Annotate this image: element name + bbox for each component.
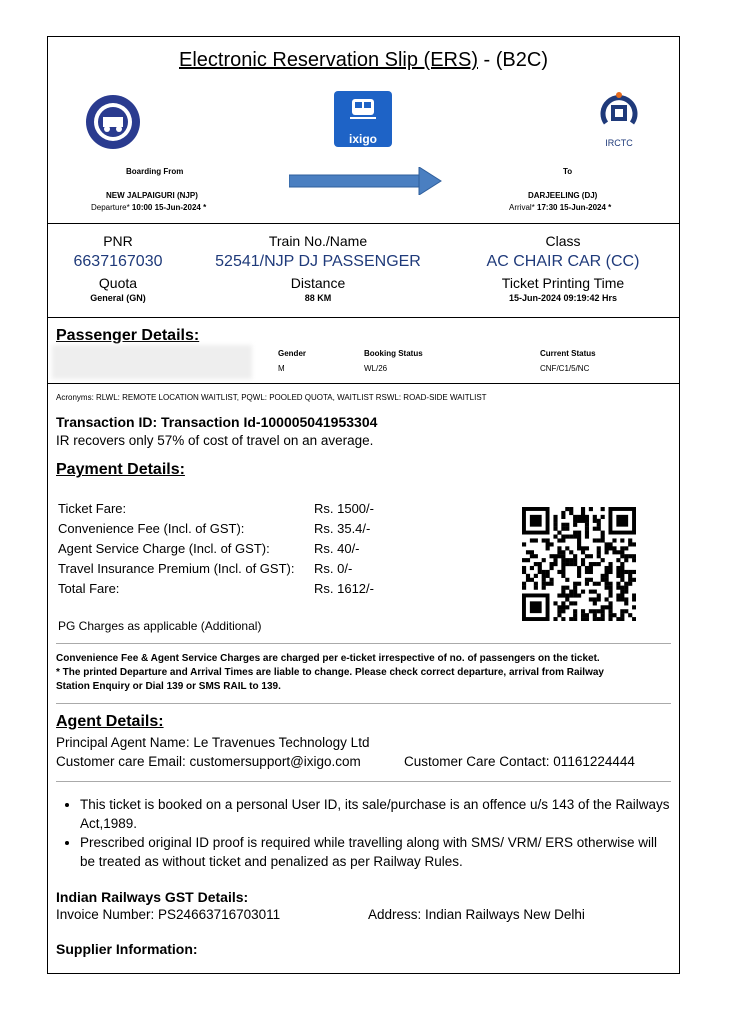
booking-status-value: WL/26	[364, 364, 388, 373]
class-label: Class	[545, 233, 581, 249]
notes-list	[50, 795, 672, 871]
arrival-line	[509, 203, 611, 212]
pnr-value: 6637167030	[73, 253, 163, 270]
document-title	[48, 49, 679, 72]
recovery-note: IR recovers only 57% of cost of travel on an average.	[56, 433, 374, 448]
transaction-id: Transaction ID: Transaction Id-100005041953304	[56, 414, 378, 430]
print-time-value: 15-Jun-2024 09:19:42 Hrs	[508, 293, 618, 303]
booking-status-label: Booking Status	[364, 349, 423, 358]
departure-time: 10:00 15-Jun-2024 *	[131, 203, 207, 212]
notice-block	[56, 652, 676, 694]
train-icon	[334, 91, 392, 125]
fare-value: Rs. 0/-	[314, 561, 353, 576]
ixigo-logo	[334, 91, 392, 147]
departure-line	[91, 203, 206, 212]
divider	[56, 703, 671, 704]
ixigo-label: ixigo	[348, 132, 377, 146]
class-value: AC CHAIR CAR (CC)	[486, 253, 640, 270]
divider	[48, 317, 679, 318]
distance-label: Distance	[290, 275, 346, 291]
fare-label: Agent Service Charge (Incl. of GST):	[58, 541, 270, 556]
fare-value: Rs. 1612/-	[314, 581, 374, 596]
gender-value: M	[278, 364, 285, 373]
note-item: • Prescribed original ID proof is required while travelling along with SMS/ VRM/ ERS otherwise will be treated as without ticket and penalized as per Railway Rules.	[80, 833, 672, 871]
qr-code-icon	[522, 507, 636, 626]
notice-line: Convenience Fee & Agent Service Charges are charged per e-ticket irrespective of no. of passengers on the ticket.	[56, 653, 600, 664]
train-value: 52541/NJP DJ PASSENGER	[215, 253, 421, 270]
fare-value: Rs. 40/-	[314, 541, 360, 556]
boarding-from-label: Boarding From	[126, 167, 184, 176]
irctc-emblem-icon	[594, 89, 644, 133]
note-item: • This ticket is booked on a personal User ID, its sale/purchase is an offence u/s 143 of the Railways Act,1989.	[80, 795, 672, 833]
destination-station: DARJEELING (DJ)	[528, 191, 598, 200]
supplier-title: Supplier Information:	[56, 941, 198, 957]
fare-label: Total Fare:	[58, 581, 120, 596]
distance-value: 88 KM	[304, 293, 332, 303]
fare-label: Travel Insurance Premium (Incl. of GST):	[58, 561, 295, 576]
irctc-label: IRCTC	[605, 138, 633, 148]
departure-prefix: Departure*	[91, 203, 132, 212]
agent-name: Principal Agent Name: Le Travenues Technology Ltd	[56, 735, 370, 750]
fare-value: Rs. 1500/-	[314, 501, 374, 516]
payment-section-title: Payment Details:	[56, 461, 185, 478]
train-label: Train No./Name	[268, 233, 368, 249]
fare-label: Ticket Fare:	[58, 501, 127, 516]
customer-care-email: Customer care Email: customersupport@ixigo.com	[56, 754, 361, 769]
title-text: Electronic Reservation Slip (ERS)	[179, 49, 478, 71]
passenger-section-title: Passenger Details:	[56, 327, 200, 344]
quota-value: General (GN)	[90, 293, 146, 303]
quota-label: Quota	[98, 275, 138, 291]
to-label: To	[563, 167, 573, 176]
journey-arrow-icon	[289, 167, 443, 200]
pg-charges-note: PG Charges as applicable (Additional)	[58, 619, 262, 633]
irctc-logo	[594, 89, 644, 151]
current-status-label: Current Status	[540, 349, 596, 358]
title-suffix: - (B2C)	[478, 49, 548, 71]
notice-line: * The printed Departure and Arrival Times are liable to change. Please check correct departure, arrival from Railway	[56, 667, 604, 678]
arrival-prefix: Arrival*	[509, 203, 538, 212]
indian-railways-logo	[84, 93, 142, 156]
boarding-station: NEW JALPAIGURI (NJP)	[106, 191, 198, 200]
arrival-time: 17:30 15-Jun-2024 *	[537, 203, 612, 212]
print-time-label: Ticket Printing Time	[501, 275, 625, 291]
divider	[48, 223, 679, 224]
pnr-label: PNR	[103, 233, 133, 249]
customer-care-contact: Customer Care Contact: 01161224444	[404, 754, 635, 769]
agent-section-title: Agent Details:	[56, 713, 164, 730]
gender-label: Gender	[278, 349, 307, 358]
notice-line: Station Enquiry or Dial 139 or SMS RAIL to 139.	[56, 681, 281, 692]
divider	[48, 383, 679, 384]
acronyms-text: Acronyms: RLWL: REMOTE LOCATION WAITLIST, PQWL: POOLED QUOTA, WAITLIST RSWL: ROAD-SIDE WAITLIST	[56, 393, 487, 402]
redacted-passenger-name	[52, 345, 252, 379]
ers-document	[47, 36, 680, 974]
invoice-number: Invoice Number: PS24663716703011	[56, 907, 281, 922]
gst-title: Indian Railways GST Details:	[56, 889, 249, 905]
current-status-value: CNF/C1/5/NC	[540, 364, 590, 373]
fare-label: Convenience Fee (Incl. of GST):	[58, 521, 245, 536]
divider	[56, 781, 671, 782]
gst-address: Address: Indian Railways New Delhi	[368, 907, 585, 922]
divider	[56, 643, 671, 644]
fare-value: Rs. 35.4/-	[314, 521, 371, 536]
